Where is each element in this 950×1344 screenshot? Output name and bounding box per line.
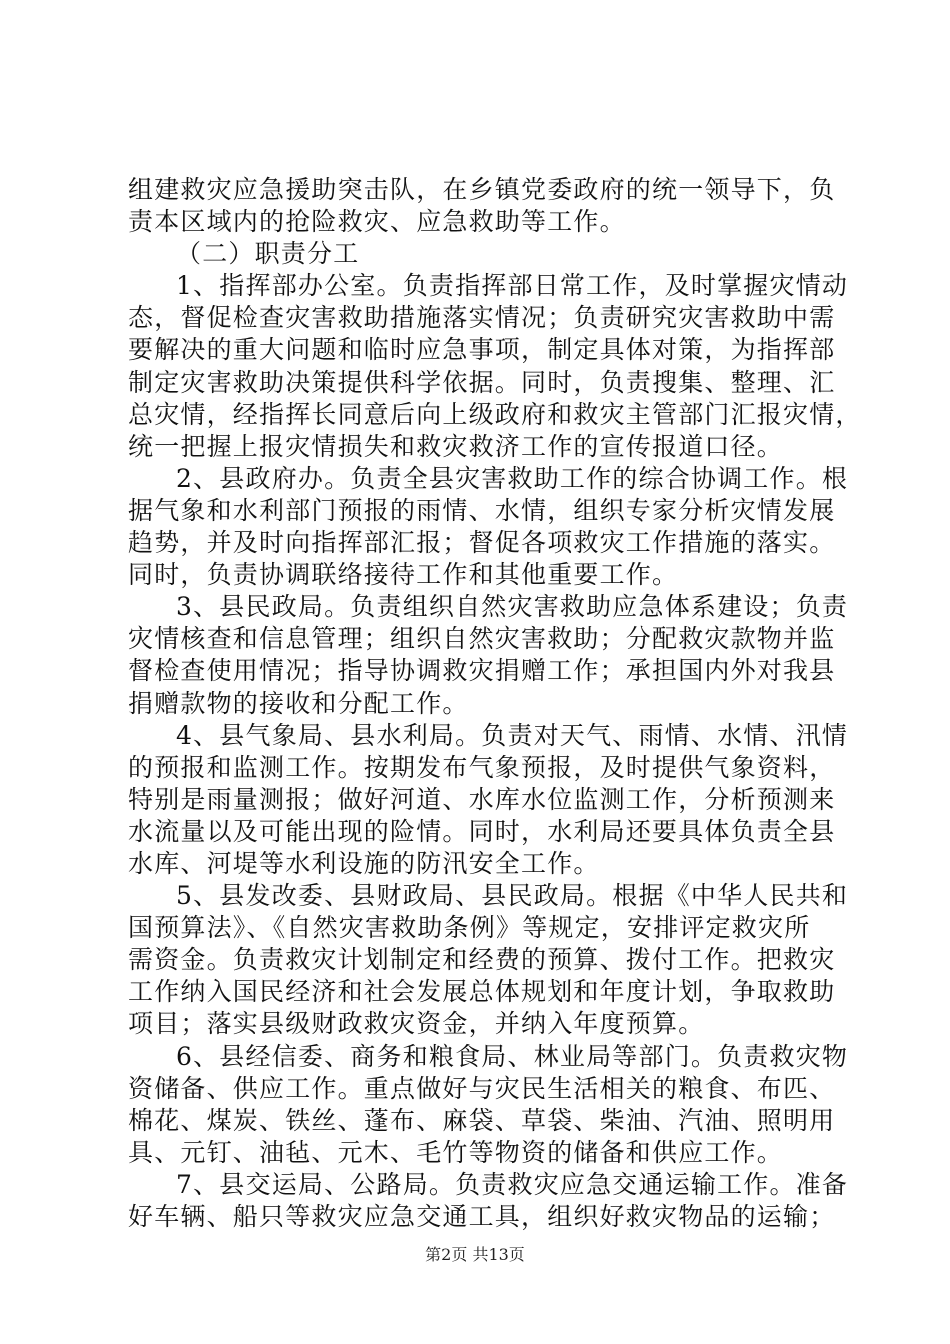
text-line: 工作纳入国民经济和社会发展总体规划和年度计划，争取救助: [128, 977, 836, 1007]
text-line: 水库、河堤等水利设施的防汛安全工作。: [128, 848, 600, 878]
paragraph-6: [128, 720, 849, 880]
text-line: 棉花、煤炭、铁丝、蓬布、麻袋、草袋、柴油、汽油、照明用: [128, 1105, 836, 1135]
text-line: 据气象和水利部门预报的雨情、水情，组织专家分析灾情发展: [128, 495, 836, 525]
text-line: （二）职责分工: [176, 239, 360, 269]
text-line: 总灾情，经指挥长同意后向上级政府和救灾主管部门汇报灾情，: [128, 399, 862, 429]
text-line: 资储备、供应工作。重点做好与灾民生活相关的粮食、布匹、: [128, 1073, 836, 1103]
paragraph-4: [128, 463, 849, 591]
text-line: 统一把握上报灾情损失和救灾救济工作的宣传报道口径。: [128, 431, 784, 461]
text-line: 灾情核查和信息管理；组织自然灾害救助；分配救灾款物并监: [128, 624, 836, 654]
text-line: 6、县经信委、商务和粮食局、林业局等部门。负责救灾物: [176, 1041, 849, 1071]
text-line: 趋势，并及时向指挥部汇报；督促各项救灾工作措施的落实。: [128, 528, 836, 558]
text-line: 5、县发改委、县财政局、县民政局。根据《中华人民共和: [176, 881, 849, 911]
text-line: 组建救灾应急援助突击队，在乡镇党委政府的统一领导下，负: [128, 175, 836, 204]
text-line: 要解决的重大问题和临时应急事项，制定具体对策，为指挥部: [128, 335, 836, 365]
text-line: 具、元钉、油毡、元木、毛竹等物资的储备和供应工作。: [128, 1137, 784, 1167]
page-number-footer: 第2页 共13页: [425, 1245, 525, 1264]
paragraph-3: [128, 270, 862, 463]
text-line: 国预算法》、《自然灾害救助条例》等规定，安排评定救灾所: [128, 913, 811, 943]
text-line: 项目；落实县级财政救灾资金，并纳入年度预算。: [128, 1009, 705, 1039]
paragraph-7: [128, 880, 849, 1040]
text-line: 7、县交运局、公路局。负责救灾应急交通运输工作。准备: [176, 1169, 849, 1199]
text-line: 态，督促检查灾害救助措施落实情况；负责研究灾害救助中需: [128, 303, 836, 333]
paragraph-5: [128, 591, 849, 719]
text-line: 4、县气象局、县水利局。负责对天气、雨情、水情、汛情: [176, 720, 849, 750]
text-line: 责本区域内的抢险救灾、应急救助等工作。: [128, 207, 626, 237]
text-line: 特别是雨量测报；做好河道、水库水位监测工作，分析预测来: [128, 784, 836, 814]
text-line: 1、指挥部办公室。负责指挥部日常工作，及时掌握灾情动: [176, 271, 849, 301]
paragraph-1: [128, 174, 836, 238]
text-line: 的预报和监测工作。按期发布气象预报，及时提供气象资料，: [128, 752, 836, 782]
text-line: 3、县民政局。负责组织自然灾害救助应急体系建设；负责: [176, 592, 849, 622]
paragraph-8: [128, 1041, 849, 1169]
text-line: 制定灾害救助决策提供科学依据。同时，负责搜集、整理、汇: [128, 367, 836, 397]
text-line: 捐赠款物的接收和分配工作。: [128, 688, 469, 718]
text-line: 督检查使用情况；指导协调救灾捐赠工作；承担国内外对我县: [128, 656, 836, 686]
section-heading: [128, 238, 828, 270]
text-line: 同时，负责协调联络接待工作和其他重要工作。: [128, 560, 679, 590]
text-line: 2、县政府办。负责全县灾害救助工作的综合协调工作。根: [176, 463, 849, 493]
text-line: 需资金。负责救灾计划制定和经费的预算、拨付工作。把救灾: [128, 945, 836, 975]
text-line: 水流量以及可能出现的险情。同时，水利局还要具体负责全县: [128, 816, 836, 846]
text-line: 好车辆、船只等救灾应急交通工具，组织好救灾物品的运输；: [128, 1202, 836, 1231]
paragraph-9: [128, 1169, 849, 1233]
document-body: [128, 174, 862, 1233]
